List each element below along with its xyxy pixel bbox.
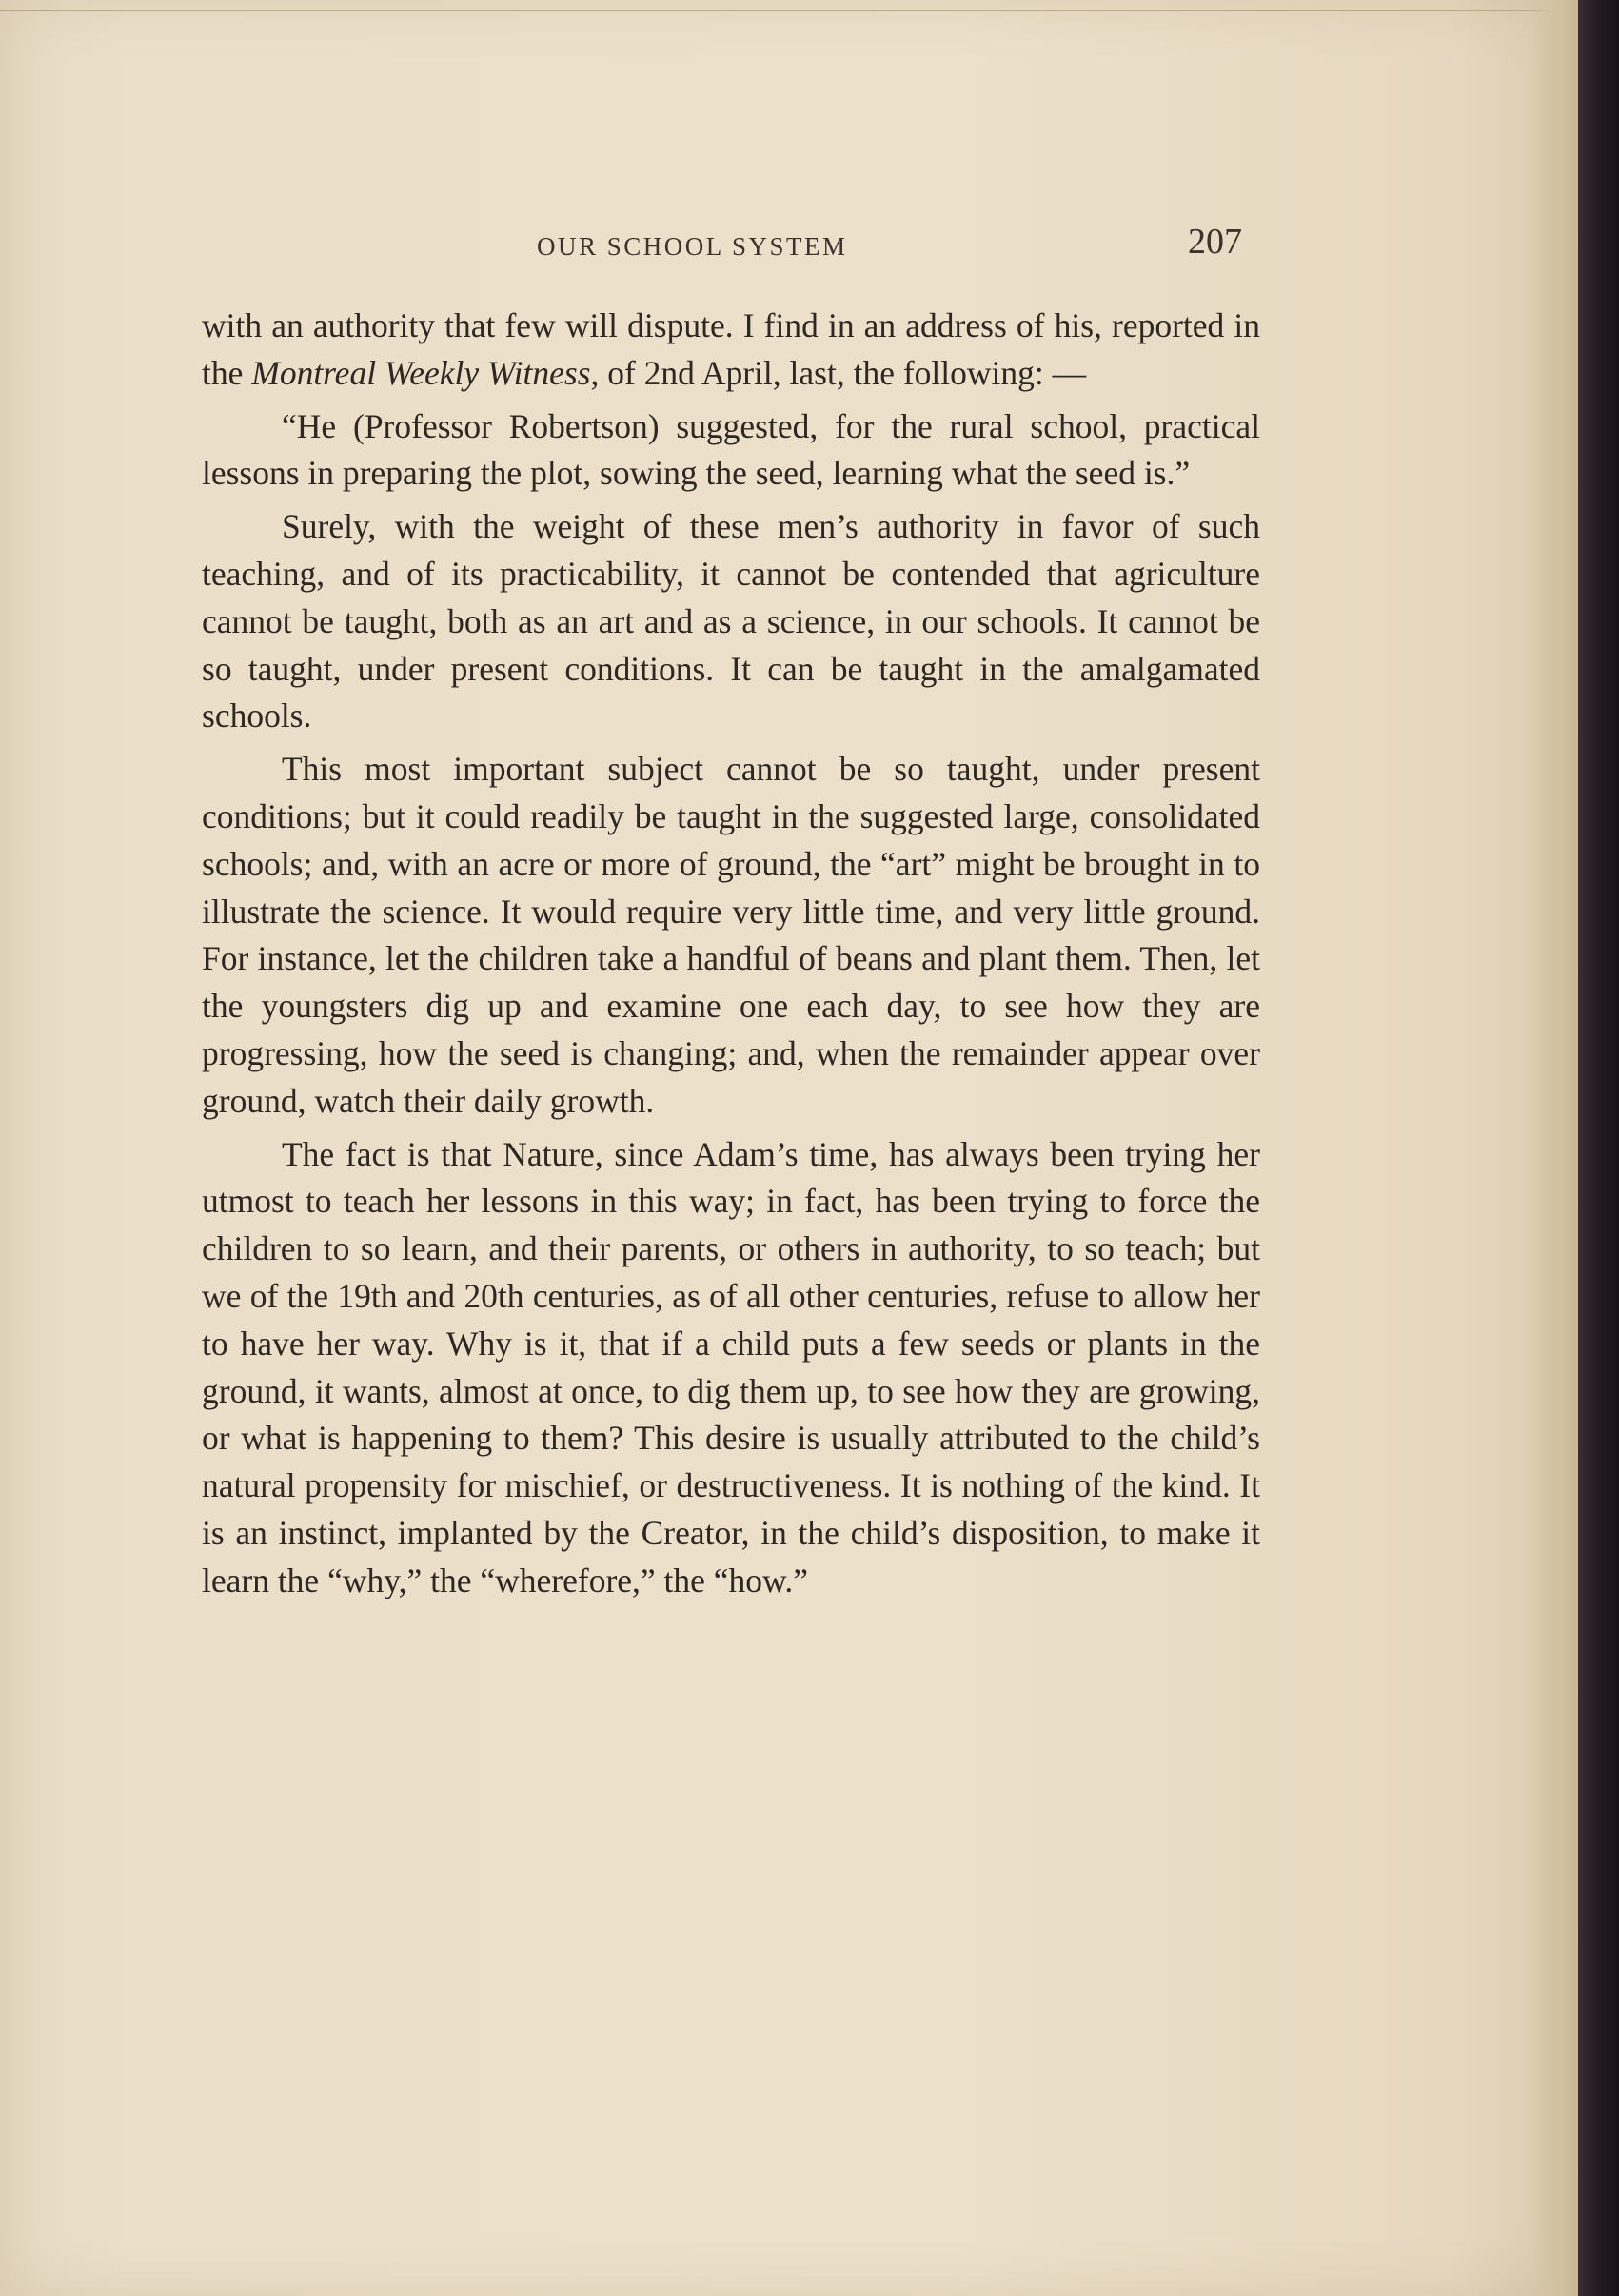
paragraph-quote: “He (Professor Robertson) suggested, for the rural school, practical lessons in preparing the plot, sowing the seed, learning what the seed is.” — [202, 406, 1260, 493]
paragraph: The fact is that Nature, since Adam’s time, has always been trying her utmost to teach her lessons in this way; in fact, has been trying to force the children to so learn, and their parents, or others in authority, to so teach; but we of the 19th and 20th centuries, as of all other centuries, refuse to allow her to have her way. Why is it, that if a child puts a few seeds or plants in the ground, it wants, almost at once, to dig them up, to see how they are growing, or what is happening to them? This desire is usually attributed to the child’s natural propensity for mischief, or destructiveness. It is nothing of the kind. It is an instinct, implanted by the Creator, in the child’s disposition, to make it learn the “why,” the “wherefore,” the “how.” — [202, 1134, 1260, 1599]
page-top-edge — [0, 10, 1561, 11]
page-header — [202, 221, 1249, 278]
page-number: 207 — [1188, 222, 1242, 262]
paragraph-continued — [202, 303, 1260, 398]
newspaper-title: Montreal Weekly Witness — [251, 353, 591, 392]
running-head: OUR SCHOOL SYSTEM — [537, 232, 848, 261]
paragraph-text: , of 2nd April, last, the following: — — [590, 353, 1087, 392]
body-text — [202, 303, 1260, 1611]
paragraph: This most important subject cannot be so taught, under present conditions; but it could readily be taught in the suggested large, consolidated schools; and, with an acre or more of ground, the “art” might be brought in to illustrate the science. It would require very little time, and very little ground. For instance, let the children take a handful of beans and plant them. Then, let the youngsters dig up and examine one each day, to see how they are progressing, how the seed is changing; and, when the remainder appear over ground, watch their daily growth. — [202, 750, 1260, 1120]
page-gutter-shadow — [1532, 0, 1578, 2296]
paragraph: Surely, with the weight of these men’s authority in favor of such teaching, and of its practicability, it cannot be contended that agriculture cannot be taught, both as an art and as a science, in our schools. It cannot be so taught, under present conditions. It can be taught in the amalgamated schools. — [202, 507, 1260, 736]
paragraph-text: with an authority that few will dispute. I find in an address of his, reported in the — [202, 306, 1260, 392]
book-cover-edge — [1578, 0, 1619, 2296]
